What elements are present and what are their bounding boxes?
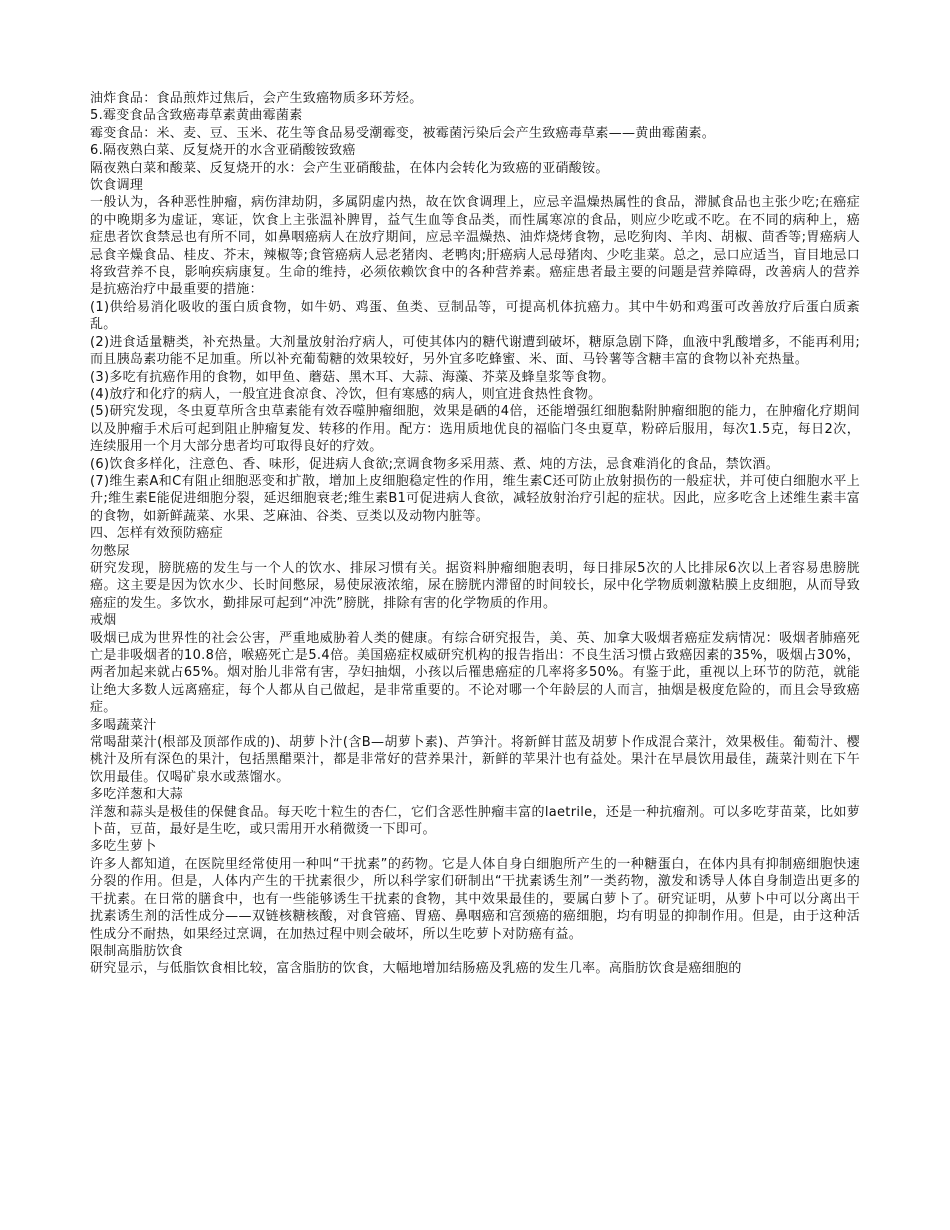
section-heading: 6.隔夜熟白菜、反复烧开的水含亚硝酸铵致癌 <box>90 143 356 159</box>
section-heading: 饮食调理 <box>90 178 144 194</box>
list-item: (1)供给易消化吸收的蛋白质食物，如牛奶、鸡蛋、鱼类、豆制品等，可提高机体抗癌力。其中牛奶和鸡蛋可改善放疗后蛋白质紊乱。 <box>90 299 860 333</box>
paragraph: 常喝甜菜汁(根部及顶部作成的)、胡萝卜汁(含B—胡萝卜素)、芦笋汁。将新鲜甘蓝及胡萝卜作成混合菜汁，效果极佳。葡萄汁、樱桃汁及所有深色的果汁，包括黑醋栗汁，都是非常好的营养果汁，新鲜的苹果汁也有益处。果汁在早晨饮用最佳，蔬菜汁则在下午饮用最佳。仅喝矿泉水或蒸馏水。 <box>90 735 860 785</box>
list-item: (2)进食适量糖类，补充热量。大剂量放射治疗病人，可使其体内的糖代谢遭到破坏，糖原急剧下降，血液中乳酸增多，不能再利用;而且胰岛素功能不足加重。所以补充葡萄糖的效果较好，另外宜多吃蜂蜜、米、面、马铃薯等含糖丰富的食物以补充热量。 <box>90 334 860 368</box>
section-heading: 勿憋尿 <box>90 543 130 559</box>
section-heading: 四、怎样有效预防癌症 <box>90 526 224 542</box>
section-heading: 多喝蔬菜汁 <box>90 717 157 733</box>
section-heading: 戒烟 <box>90 613 117 629</box>
list-item: (5)研究发现，冬虫夏草所含虫草素能有效吞噬肿瘤细胞，效果是硒的4倍，还能增强红细胞黏附肿瘤细胞的能力，在肿瘤化疗期间以及肿瘤手术后可起到阻止肿瘤复发、转移的作用。配方：选用质地优良的福临门冬虫夏草，粉碎后服用，每次1.5克，每日2次，连续服用一个月大部分患者均可取得良好的疗效。 <box>90 404 860 455</box>
paragraph: 研究显示，与低脂饮食相比较，富含脂肪的饮食，大幅地增加结肠癌及乳癌的发生几率。高脂肪饮食是癌细胞的 <box>90 961 742 977</box>
paragraph: 吸烟已成为世界性的社会公害，严重地威胁着人类的健康。有综合研究报告，美、英、加拿大吸烟者癌症发病情况：吸烟者肺癌死亡是非吸烟者的10.8倍，喉癌死亡是5.4倍。美国癌症权威研究机构的报告指出：不良生活习惯占致癌因素的35%，吸烟占30%，两者加起来就占65%。烟对胎儿非常有害，孕妇抽烟，小孩以后罹患癌症的几率将多50%。有鉴于此，重视以上环节的防范，就能让绝大多数人远离癌症，每个人都从自己做起，是非常重要的。不论对哪一个年龄层的人而言，抽烟是极度危险的，而且会导致癌症。 <box>90 630 860 716</box>
paragraph: 油炸食品：食品煎炸过焦后，会产生致癌物质多环芳烃。 <box>90 91 423 106</box>
section-heading: 多吃洋葱和大蒜 <box>90 787 184 803</box>
paragraph: 洋葱和蒜头是极佳的保健食品。每天吃十粒生的杏仁，它们含恶性肿瘤丰富的laetrile，还是一种抗瘤剂。可以多吃芽苗菜，比如萝卜苗，豆苗，最好是生吃，或只需用开水稍微烫一下即可。 <box>90 804 860 838</box>
section-heading: 限制高脂肪饮食 <box>90 943 184 959</box>
list-item: (7)维生素A和C有阻止细胞恶变和扩散，增加上皮细胞稳定性的作用，维生素C还可防止放射损伤的一般症状，并可使白细胞水平上升;维生素E能促进细胞分裂，延迟细胞衰老;维生素B1可促进病人食欲，减轻放射治疗引起的症状。因此，应多吃含上述维生素丰富的食物，如新鲜蔬菜、水果、芝麻油、谷类、豆类以及动物内脏等。 <box>90 473 860 524</box>
section-heading: 多吃生萝卜 <box>90 839 157 855</box>
paragraph: 一般认为，各种恶性肿瘤，病伤津劫阴，多属阴虚内热，故在饮食调理上，应忌辛温燥热属性的食品，滞腻食品也主张少吃;在癌症的中晚期多为虚证，寒证，饮食上主张温补脾胃，益气生血等食品类，而性属寒凉的食品，则应少吃或不吃。在不同的病种上，癌症患者饮食禁忌也有所不同，如鼻咽癌病人在放疗期间，应忌辛温燥热、油炸烧烤食物，忌吃狗肉、羊肉、胡椒、茴香等;胃癌病人忌食辛燥食品、桂皮、芥末，辣椒等;食管癌病人忌老猪肉、老鸭肉;肝癌病人忌母猪肉、少吃韭菜。总之，忌口应适当，盲目地忌口将致营养不良，影响疾病康复。生命的维持，必须依赖饮食中的各种营养素。癌症患者最主要的问题是营养障碍，改善病人的营养是抗癌治疗中最重要的措施： <box>90 195 860 298</box>
paragraph: 隔夜熟白菜和酸菜、反复烧开的水：会产生亚硝酸盐，在体内会转化为致癌的亚硝酸铵。 <box>90 160 609 176</box>
paragraph: 研究发现，膀胱癌的发生与一个人的饮水、排尿习惯有关。据资料肿瘤细胞表明，每日排尿5次的人比排尿6次以上者容易患膀胱癌。这主要是因为饮水少、长时间憋尿，易使尿液浓缩，尿在膀胱内滞留的时间较长，尿中化学物质刺激粘膜上皮细胞，从而导致癌症的发生。多饮水，勤排尿可起到“冲洗”膀胱，排除有害的化学物质的作用。 <box>90 560 860 611</box>
list-item: (6)饮食多样化，注意色、香、味形，促进病人食欲;烹调食物多采用蒸、煮、炖的方法，忌食难消化的食品，禁饮酒。 <box>90 456 779 472</box>
paragraph: 霉变食品：米、麦、豆、玉米、花生等食品易受潮霉变，被霉菌污染后会产生致癌毒草素——黄曲霉菌素。 <box>90 125 716 141</box>
list-item: (4)放疗和化疗的病人，一般宜进食凉食、冷饮，但有寒感的病人，则宜进食热性食物。 <box>90 386 602 402</box>
section-heading: 5.霉变食品含致癌毒草素黄曲霉菌素 <box>90 108 303 124</box>
list-item: (3)多吃有抗癌作用的食物，如甲鱼、蘑菇、黑木耳、大蒜、海藻、芥菜及蜂皇浆等食物。 <box>90 369 615 385</box>
paragraph: 许多人都知道，在医院里经常使用一种叫“干扰素”的药物。它是人体自身白细胞所产生的一种糖蛋白，在体内具有抑制癌细胞快速分裂的作用。但是，人体内产生的干扰素很少，所以科学家们研制出“干扰素诱生剂”一类药物，激发和诱导人体自身制造出更多的干扰素。在日常的膳食中，也有一些能够诱生干扰素的食物，其中效果最佳的，要属白萝卜了。研究证明，从萝卜中可以分离出干扰素诱生剂的活性成分——双链核糖核酸，对食管癌、胃癌、鼻咽癌和宫颈癌的癌细胞，均有明显的抑制作用。但是，由于这种活性成分不耐热，如果经过烹调，在加热过程中则会破坏，所以生吃萝卜对防癌有益。 <box>90 856 860 942</box>
